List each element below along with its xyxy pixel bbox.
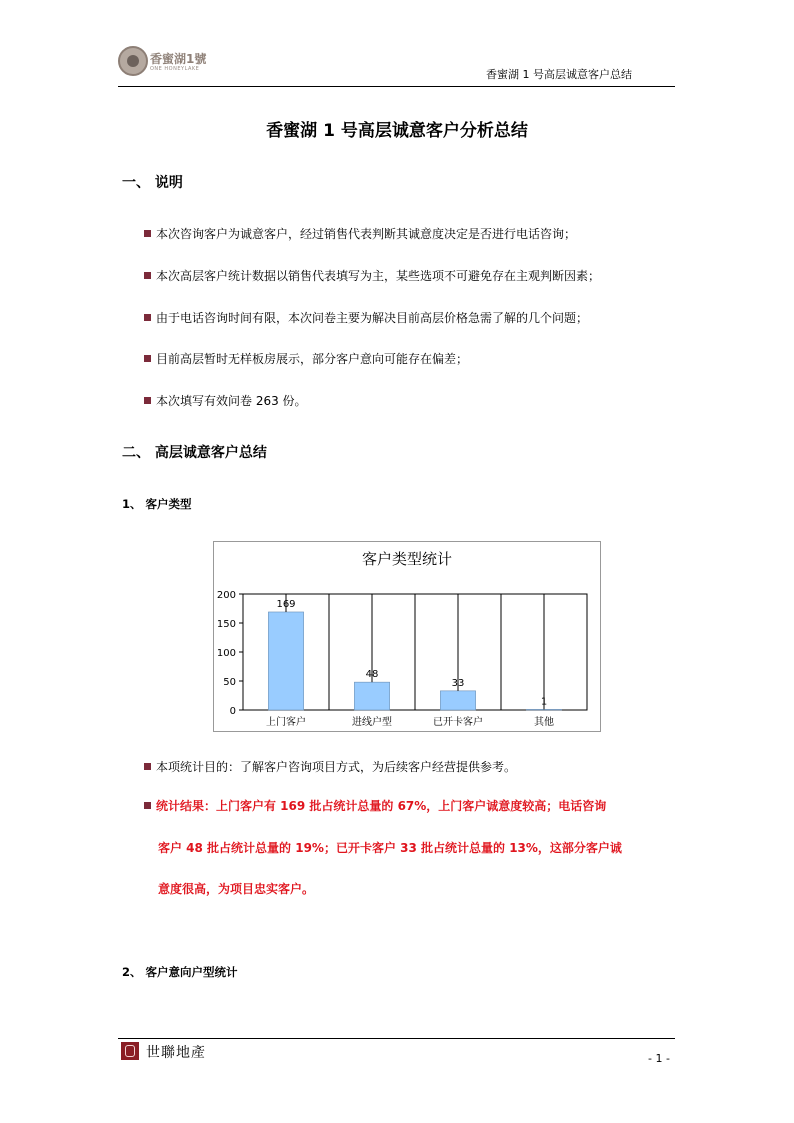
y-tick-label: 0 xyxy=(229,706,236,717)
customer-type-chart xyxy=(213,541,601,732)
y-tick-label: 100 xyxy=(216,648,236,659)
square-bullet-icon xyxy=(144,314,151,321)
data-label: 33 xyxy=(451,677,465,689)
project-logo xyxy=(118,44,210,78)
section-heading-summary: 二、 高层诚意客户总结 xyxy=(122,445,267,461)
chart-title: 客户类型统计 xyxy=(361,550,453,568)
y-tick-label: 50 xyxy=(223,677,236,688)
bar xyxy=(268,612,303,710)
category-label: 上门客户 xyxy=(266,717,306,728)
document-title: 香蜜湖 1 号高层诚意客户分析总结 xyxy=(266,121,528,141)
subheading-customer-type: 1、 客户类型 xyxy=(122,497,192,511)
data-label: 48 xyxy=(365,669,379,681)
category-label: 进线户型 xyxy=(352,717,392,728)
data-label: 169 xyxy=(276,598,296,610)
chart-canvas xyxy=(214,542,600,731)
square-bullet-icon xyxy=(144,802,151,809)
list-item: 本次高层客户统计数据以销售代表填写为主，某些选项不可避免存在主观判断因素； xyxy=(144,267,600,284)
section-heading-description: 一、 说明 xyxy=(122,175,183,191)
list-item: 本次咨询客户为诚意客户，经过销售代表判断其诚意度决定是否进行电话咨询； xyxy=(144,225,576,242)
category-label: 已开卡客户 xyxy=(433,717,483,728)
header-divider xyxy=(118,86,675,87)
footer-divider xyxy=(118,1038,675,1039)
list-item: 由于电话咨询时间有限，本次问卷主要为解决目前高层价格急需了解的几个问题； xyxy=(144,309,588,326)
logo-emblem-icon xyxy=(118,46,148,76)
y-tick-label: 200 xyxy=(216,590,236,601)
logo-text: 香蜜湖1號 xyxy=(150,52,207,66)
list-item: 本次填写有效问卷 263 份。 xyxy=(144,392,307,409)
logo-subtext: ONE HONEYLAKE xyxy=(150,66,200,72)
subheading-unit-intent: 2、 客户意向户型统计 xyxy=(122,965,238,979)
square-bullet-icon xyxy=(144,230,151,237)
bar xyxy=(526,709,561,710)
y-tick-label: 150 xyxy=(216,619,236,630)
square-bullet-icon xyxy=(144,397,151,404)
result-line: 意度很高，为项目忠实客户。 xyxy=(158,882,315,896)
result-item: 统计结果：上门客户有 169 批占统计总量的 67%，上门客户诚意度较高；电话咨询 xyxy=(144,797,606,814)
category-label: 其他 xyxy=(534,717,554,728)
list-item: 本项统计目的：了解客户咨询项目方式，为后续客户经营提供参考。 xyxy=(144,758,516,775)
list-item: 目前高层暂时无样板房展示，部分客户意向可能存在偏差； xyxy=(144,350,468,367)
data-label: 1 xyxy=(540,696,548,708)
square-bullet-icon xyxy=(144,272,151,279)
square-bullet-icon xyxy=(144,355,151,362)
document-header-title: 香蜜湖 1 号高层诚意客户总结 xyxy=(486,68,632,81)
page-number: - 1 - xyxy=(648,1052,670,1065)
square-bullet-icon xyxy=(144,763,151,770)
bar xyxy=(440,691,475,710)
company-logo-icon xyxy=(121,1042,139,1060)
result-line: 客户 48 批占统计总量的 19%；已开卡客户 33 批占统计总量的 13%，这部分客户诚 xyxy=(158,841,622,855)
company-name: 世聯地產 xyxy=(146,1045,206,1061)
bar xyxy=(354,682,389,710)
